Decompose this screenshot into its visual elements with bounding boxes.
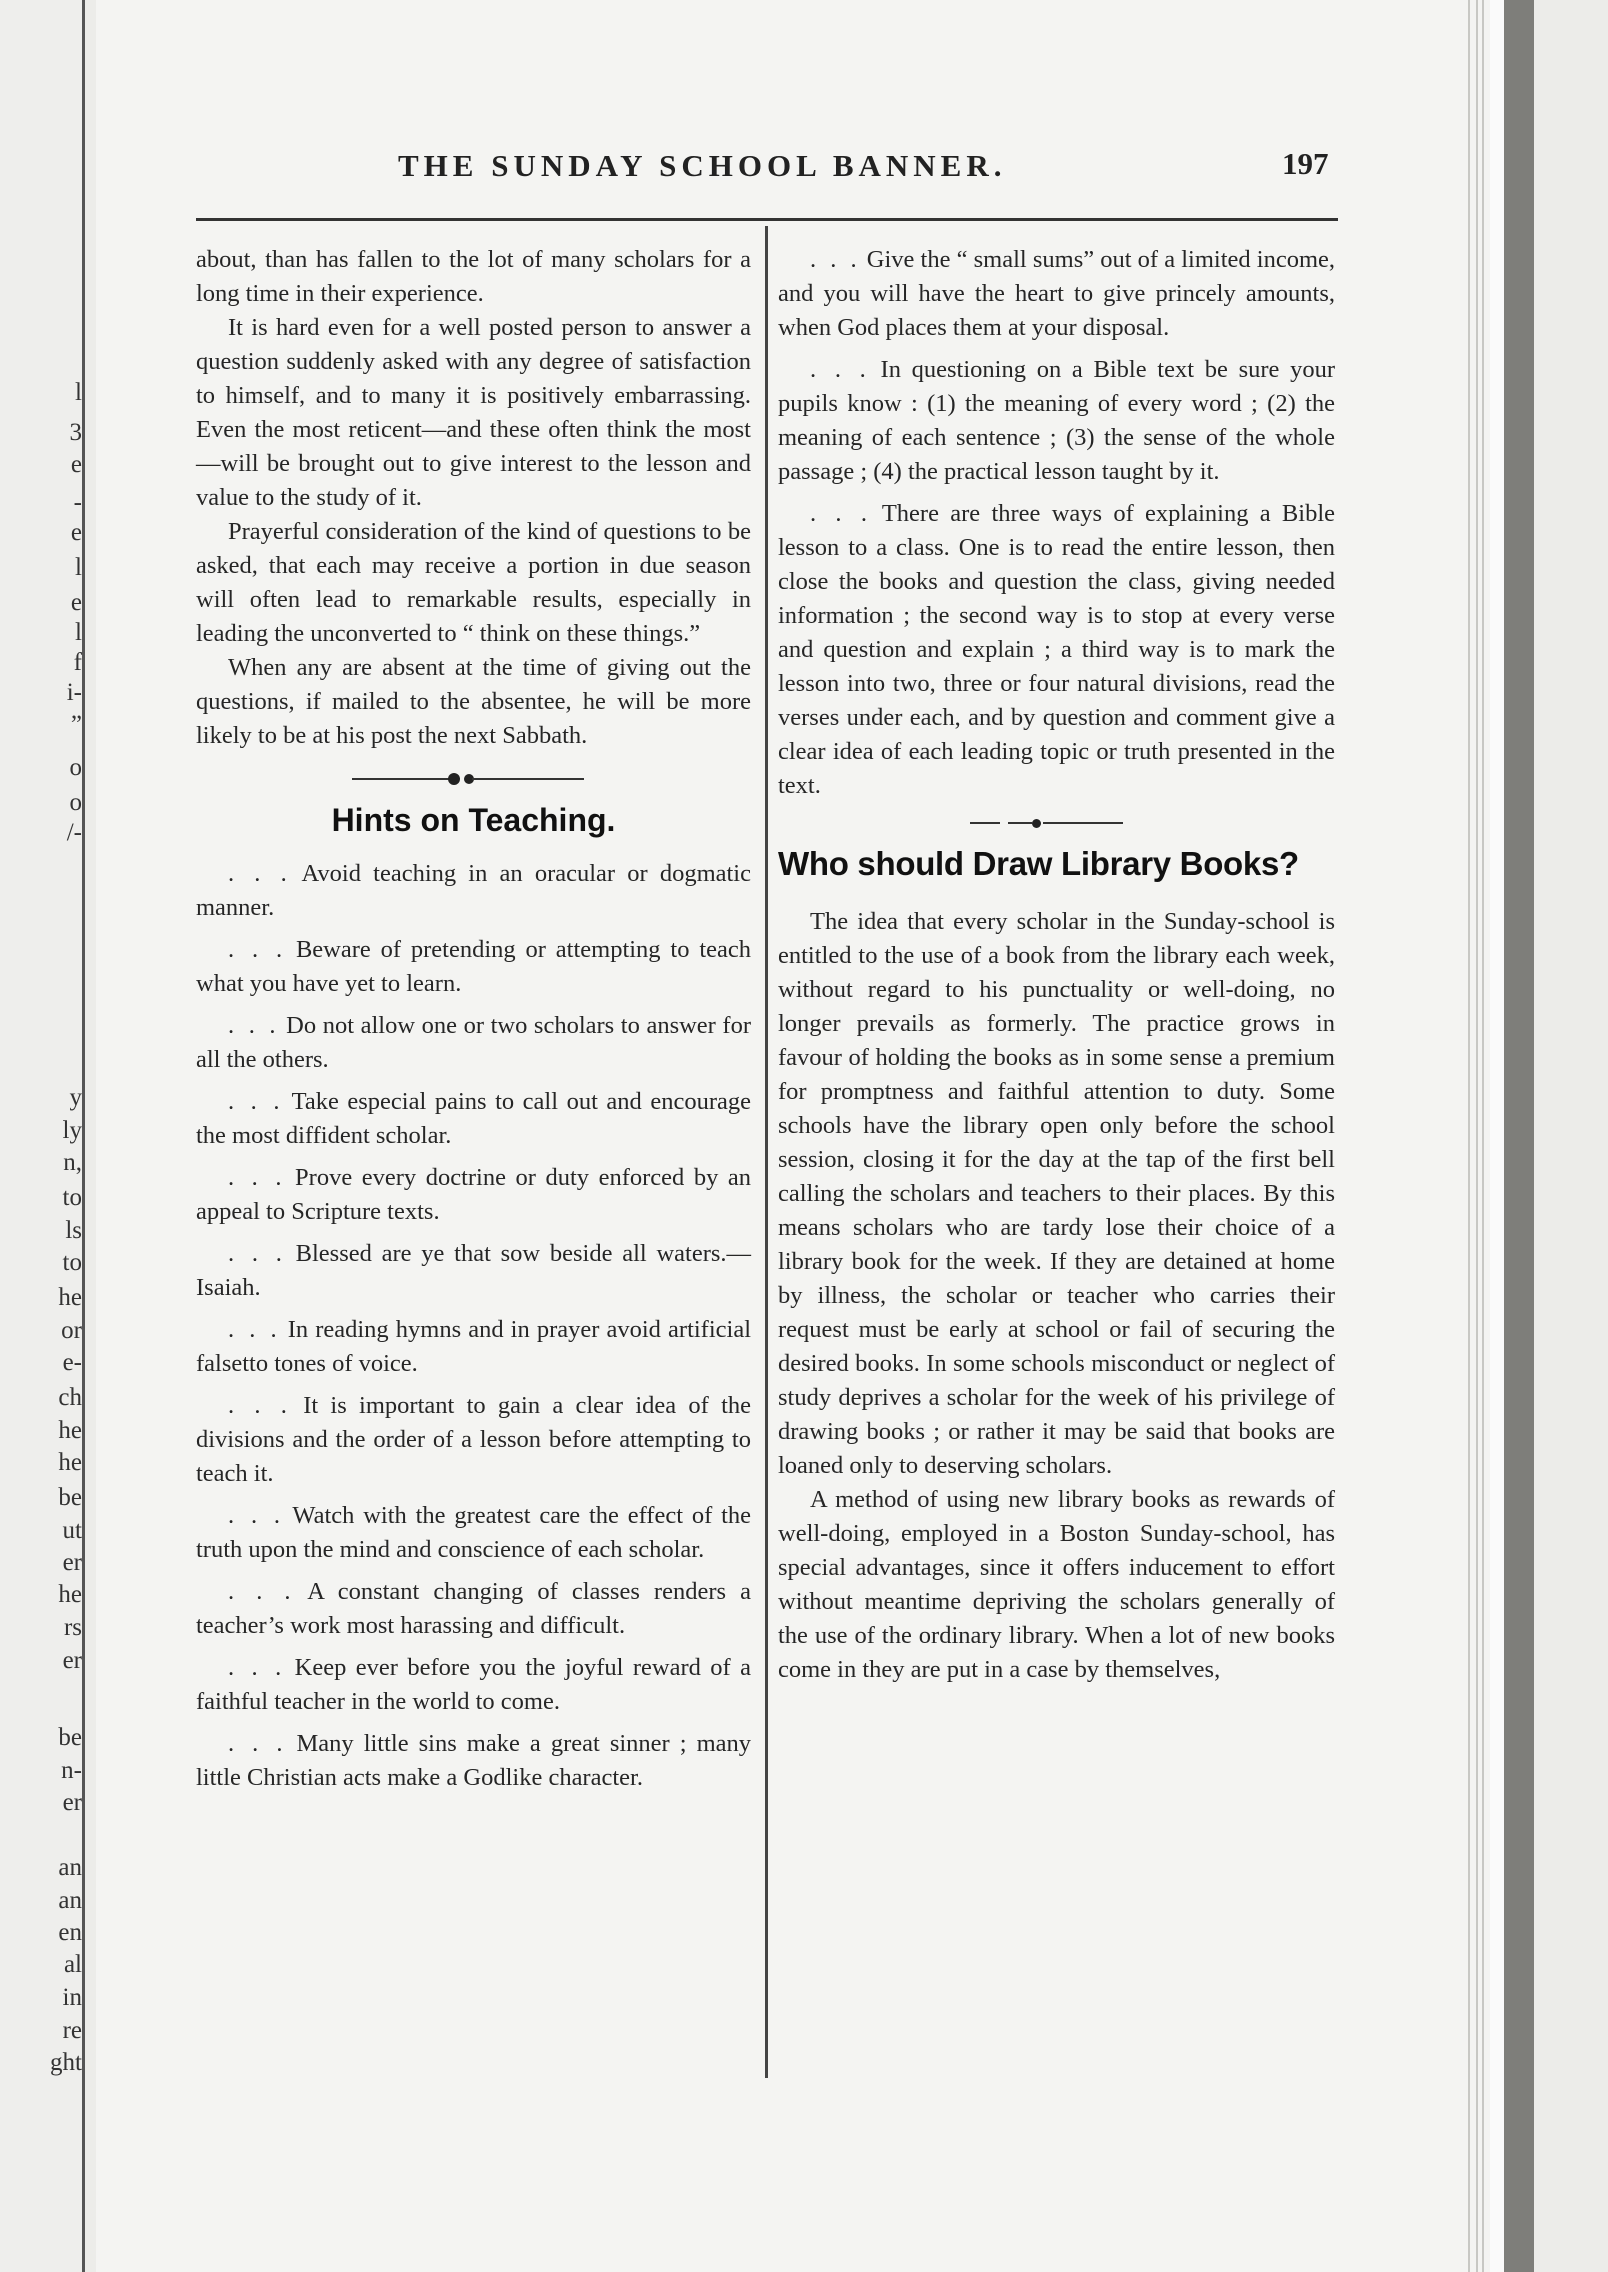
facing-page-text-fragment: e- bbox=[62, 1349, 82, 1376]
header-rule bbox=[196, 218, 1338, 221]
hint-item: . . . A constant changing of classes renders a teacher’s work most harassing and difficult. bbox=[196, 1578, 751, 1639]
facing-page-text-fragment: al bbox=[63, 1951, 82, 1978]
facing-page-text-fragment: l bbox=[75, 379, 82, 406]
facing-page-text-fragment: l bbox=[75, 554, 82, 581]
facing-page-text-fragment: ch bbox=[58, 1384, 82, 1411]
hint-item: . . . Watch with the greatest care the effect of the truth upon the mind and conscience of each scholar. bbox=[196, 1502, 752, 1563]
article-paragraph: A method of using new library books as rewards of well-doing, employed in a Boston Sunday-school, has special advantages, since it offers inducement to effort without meantime depriving the scholars generally of the use of the ordinary library. When a lot of new books come in they are put in a case by themselves, bbox=[778, 1486, 1335, 1683]
facing-page-text-fragment: n- bbox=[61, 1757, 82, 1784]
page-edge-line bbox=[1482, 0, 1484, 2272]
facing-page-text-fragment: e bbox=[70, 519, 82, 546]
facing-page-text-fragment: er bbox=[62, 1789, 82, 1816]
article-paragraph: Prayerful consideration of the kind of questions to be asked, that each may receive a portion in due season will often lead to remarkable results, especially in leading the unconverted to “ think on these things.” bbox=[196, 518, 751, 647]
column-divider bbox=[765, 226, 768, 2078]
tip-item: . . . In questioning on a Bible text be sure your pupils know : (1) the meaning of every word ; (2) the meaning of each sentence ; (3) the sense of the whole passage ; (4) the practical lesson taught by it. bbox=[778, 356, 1336, 485]
facing-page-text-fragment: en bbox=[58, 1919, 82, 1946]
article-paragraph: The idea that every scholar in the Sunday-school is entitled to the use of a book from the library each week, without regard to his punctuality or well-doing, no longer prevails as formerly. The practice grows in favour of holding the books as in some sense a premium for promptness and faithful attention to duty. Some schools have the library open only before the school session, closing it for the day at the tap of the first bell calling the scholars and teachers to their places. By this means scholars who are tardy lose their choice of a library book for the week. If they are detained at home by illness, the scholar or teacher who carries their request must be early at school or fail of securing the desired books. In some schools misconduct or neglect of study deprives a scholar for the week of his privilege of drawing books ; or rather it may be said that books are loaned only to deserving scholars. bbox=[778, 908, 1335, 1479]
facing-page-text-fragment: he bbox=[58, 1449, 82, 1476]
facing-page-text-fragment: y bbox=[69, 1084, 82, 1111]
facing-page-edge bbox=[0, 0, 85, 2272]
facing-page-text-fragment: ght bbox=[50, 2049, 82, 2076]
book-cover-edge bbox=[1504, 0, 1534, 2272]
hint-item: . . . Avoid teaching in an oracular or dogmatic manner. bbox=[196, 860, 751, 921]
facing-page-text-fragment: o bbox=[69, 789, 82, 816]
facing-page-text-fragment: er bbox=[62, 1549, 82, 1576]
facing-page-text-fragment: ut bbox=[62, 1517, 82, 1544]
hint-item: . . . Many little sins make a great sinner ; many little Christian acts make a Godlike character. bbox=[196, 1730, 752, 1791]
article-paragraph: It is hard even for a well posted person to answer a question suddenly asked with any degree of satisfaction to himself, and to many it is positively embarrassing. Even the most reticent—and these often think the most—will be brought out to give interest to the lesson and value to the study of it. bbox=[196, 314, 751, 511]
section-divider bbox=[778, 813, 1335, 833]
facing-page-text-fragment: o bbox=[69, 754, 82, 781]
hint-item: . . . Take especial pains to call out and encourage the most diffident scholar. bbox=[196, 1088, 752, 1149]
facing-page-text-fragment: he bbox=[58, 1417, 82, 1444]
facing-page-text-fragment: 3 bbox=[69, 419, 82, 446]
facing-page-text-fragment: - bbox=[73, 489, 82, 516]
facing-page-text-fragment: an bbox=[58, 1854, 82, 1881]
facing-page-text-fragment: be bbox=[58, 1484, 82, 1511]
facing-page-text-fragment: e bbox=[70, 451, 82, 478]
article-paragraph: When any are absent at the time of giving out the questions, if mailed to the absentee, he will be more likely to be at his post the next Sabbath. bbox=[196, 654, 751, 749]
facing-page-text-fragment: rs bbox=[63, 1614, 82, 1641]
hint-item: . . . In reading hymns and in prayer avoid artificial falsetto tones of voice. bbox=[196, 1316, 752, 1377]
hint-item: . . . Keep ever before you the joyful reward of a faithful teacher in the world to come. bbox=[196, 1654, 752, 1715]
left-column bbox=[196, 243, 751, 1803]
hint-item: . . . Do not allow one or two scholars to answer for all the others. bbox=[196, 1012, 751, 1073]
hint-item: . . . Prove every doctrine or duty enforced by an appeal to Scripture texts. bbox=[196, 1164, 752, 1225]
tip-item: . . . There are three ways of explaining a Bible lesson to a class. One is to read the entire lesson, then close the books and question the class, giving needed information ; the second way is to stop at every verse and question and explain ; a third way is to mark the lesson into two, three or four natural divisions, read the verses under each, and by question and comment give a clear idea of each leading topic or truth presented in the text. bbox=[778, 500, 1336, 799]
page-edge-line bbox=[1476, 0, 1478, 2272]
facing-page-text-fragment: to bbox=[62, 1249, 82, 1276]
facing-page-text-fragment: ” bbox=[70, 711, 82, 738]
facing-page-text-fragment: /- bbox=[66, 819, 82, 846]
facing-page-text-fragment: he bbox=[58, 1284, 82, 1311]
section-heading-library-books: Who should Draw Library Books? bbox=[778, 845, 1299, 882]
facing-page-text-fragment: er bbox=[62, 1647, 82, 1674]
hint-item: . . . It is important to gain a clear idea of the divisions and the order of a lesson before attempting to teach it. bbox=[196, 1392, 752, 1487]
section-divider bbox=[196, 769, 751, 789]
facing-page-text-fragment: re bbox=[62, 2017, 82, 2044]
facing-page-text-fragment: n, bbox=[63, 1149, 82, 1176]
facing-page-text-fragment: in bbox=[62, 1984, 82, 2011]
hint-item: . . . Beware of pretending or attempting to teach what you have yet to learn. bbox=[196, 936, 752, 997]
page-edge-strip bbox=[1490, 0, 1504, 2272]
facing-page-text-fragment: he bbox=[58, 1581, 82, 1608]
facing-page-text-fragment: l bbox=[75, 619, 82, 646]
running-title: THE SUNDAY SCHOOL BANNER. bbox=[398, 148, 1007, 183]
article-paragraph: about, than has fallen to the lot of many scholars for a long time in their experience. bbox=[196, 246, 751, 307]
facing-page-text-fragment: be bbox=[58, 1724, 82, 1751]
facing-page-text-fragment: ls bbox=[65, 1217, 82, 1244]
page-edge-line bbox=[1468, 0, 1470, 2272]
facing-page-text-fragment: e bbox=[70, 589, 82, 616]
section-heading-hints-on-teaching: Hints on Teaching. bbox=[331, 802, 616, 838]
right-column bbox=[778, 243, 1335, 1687]
hints-list bbox=[196, 857, 751, 1795]
facing-page-text-fragment: an bbox=[58, 1887, 82, 1914]
facing-page-text-fragment: ly bbox=[62, 1117, 82, 1144]
tip-item: . . . Give the “ small sums” out of a limited income, and you will have the heart to give princely amounts, when God places them at your disposal. bbox=[778, 246, 1336, 341]
facing-page-text-fragment: or bbox=[61, 1317, 82, 1344]
facing-page-text-fragment: i- bbox=[66, 679, 82, 706]
facing-page-text-fragment: f bbox=[73, 649, 82, 676]
facing-page-text-fragment: to bbox=[62, 1184, 82, 1211]
hint-item: . . . Blessed are ye that sow beside all waters.—Isaiah. bbox=[196, 1240, 752, 1301]
page-number: 197 bbox=[1282, 146, 1329, 181]
